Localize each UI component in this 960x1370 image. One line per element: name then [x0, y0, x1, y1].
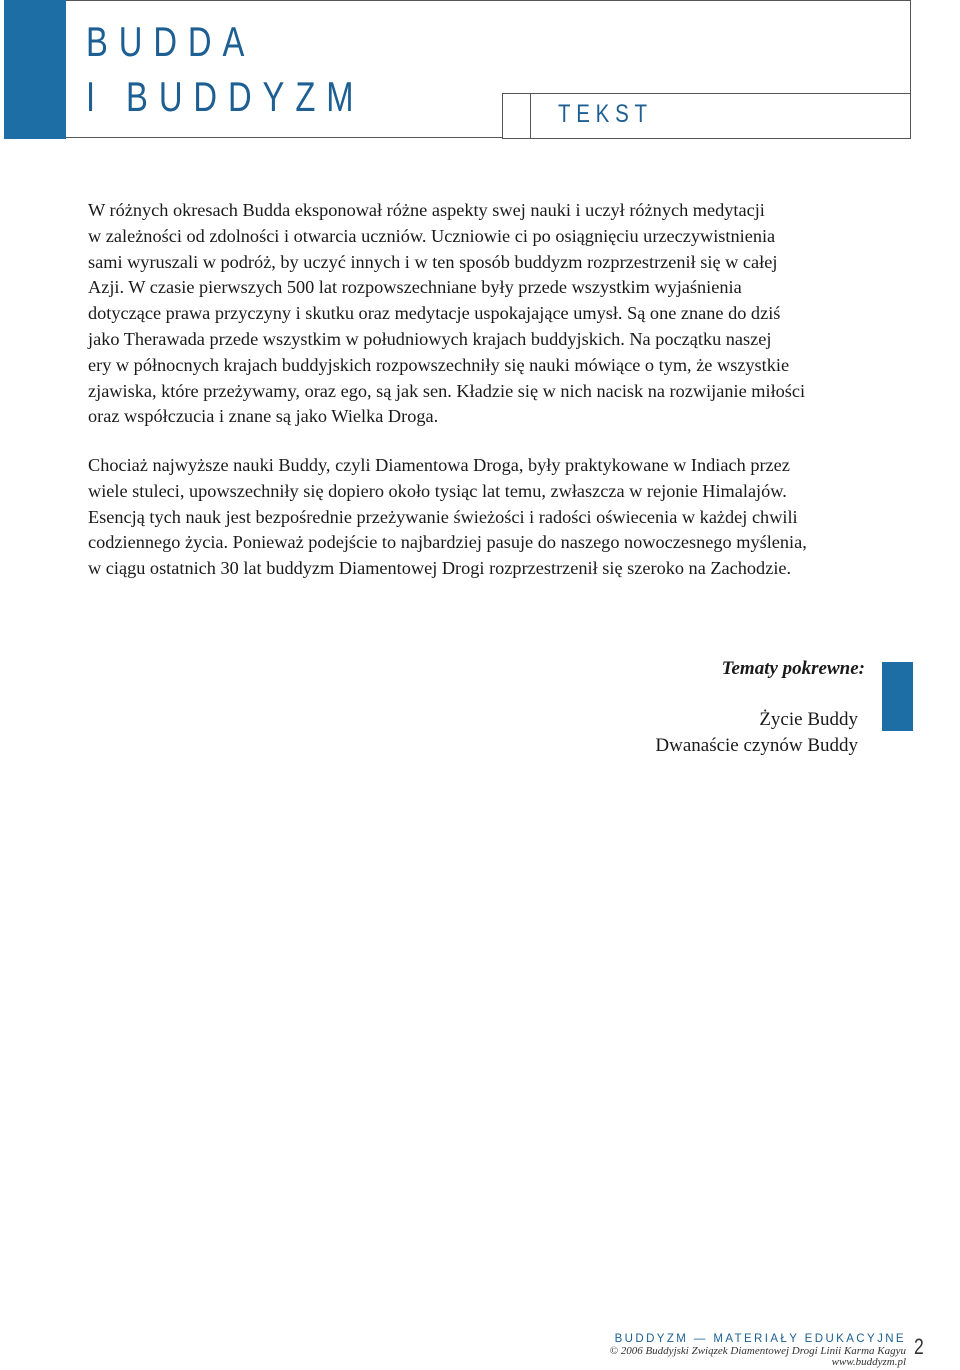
text-line: W różnych okresach Budda eksponował różne aspekty swej nauki i uczył różnych medytacji [88, 200, 765, 220]
text-line: oraz współczucia i znane są jako Wielka Droga. [88, 406, 439, 427]
body-paragraph-2 [88, 453, 888, 582]
text-line: w ciągu ostatnich 30 lat buddyzm Diamentowej Drogi rozprzestrzenił się szeroko na Zachodzie. [88, 558, 792, 579]
page-title-line2: I BUDDYZM [86, 73, 365, 120]
text-line: codziennego życia. Ponieważ podejście to najbardziej pasuje do naszego nowoczesnego myślenia, [88, 532, 807, 553]
text-line: ery w północnych krajach buddyjskich rozpowszechniły się nauki mówiące o tym, że wszystkie [88, 354, 790, 375]
text-line: jako Therawada przede wszystkim w południowych krajach buddyjskich. Na początku naszej [88, 328, 772, 349]
page-number: 2 [914, 1334, 924, 1359]
header-accent-bar [4, 0, 66, 139]
text-line: Chociaż najwyższe nauki Buddy, czyli Diamentowa Droga, były praktykowane w Indiach przez [88, 455, 790, 475]
text-line: dotyczące prawa przyczyny i skutku oraz medytacje uspokajające umysł. Są one znane do dziś [88, 303, 781, 324]
related-topic-link[interactable]: Życie Buddy [759, 709, 858, 730]
page-title-line1: BUDDA [86, 18, 256, 65]
text-line: sami wyruszali w podróż, by uczyć innych i w ten sposób buddyzm rozprzestrzenił się w całej [88, 251, 778, 272]
text-line: w zależności od zdolności i otwarcia uczniów. Uczniowie ci po osiągnięciu urzeczywistnienia [88, 225, 776, 246]
footer-url: www.buddyzm.pl [831, 1356, 906, 1368]
related-topics-heading: Tematy pokrewne: [721, 658, 865, 679]
footer-series-title: BUDDYZM — MATERIAŁY EDUKACYJNE [614, 1333, 906, 1345]
section-tab-label: TEKST [558, 100, 653, 128]
text-line: Azji. W czasie pierwszych 500 lat rozpowszechniane były przede wszystkim wyjaśnienia [88, 277, 742, 298]
footer-copyright: © 2006 Buddyjski Związek Diamentowej Drogi Linii Karma Kagyu [609, 1345, 906, 1357]
body-paragraph-1 [88, 198, 888, 430]
text-line: wiele stuleci, upowszechniły się dopiero około tysiąc lat temu, zwłaszcza w rejonie Himalajów. [88, 480, 787, 501]
related-topic-link[interactable]: Dwanaście czynów Buddy [655, 735, 858, 756]
text-line: Esencją tych nauk jest bezpośrednie przeżywanie świeżości i radości oświecenia w każdej chwili [88, 506, 798, 527]
related-accent-bar [882, 662, 913, 731]
text-line: zjawiska, które przeżywamy, oraz ego, są jak sen. Kładzie się w nich nacisk na rozwijanie miłości [88, 380, 806, 401]
